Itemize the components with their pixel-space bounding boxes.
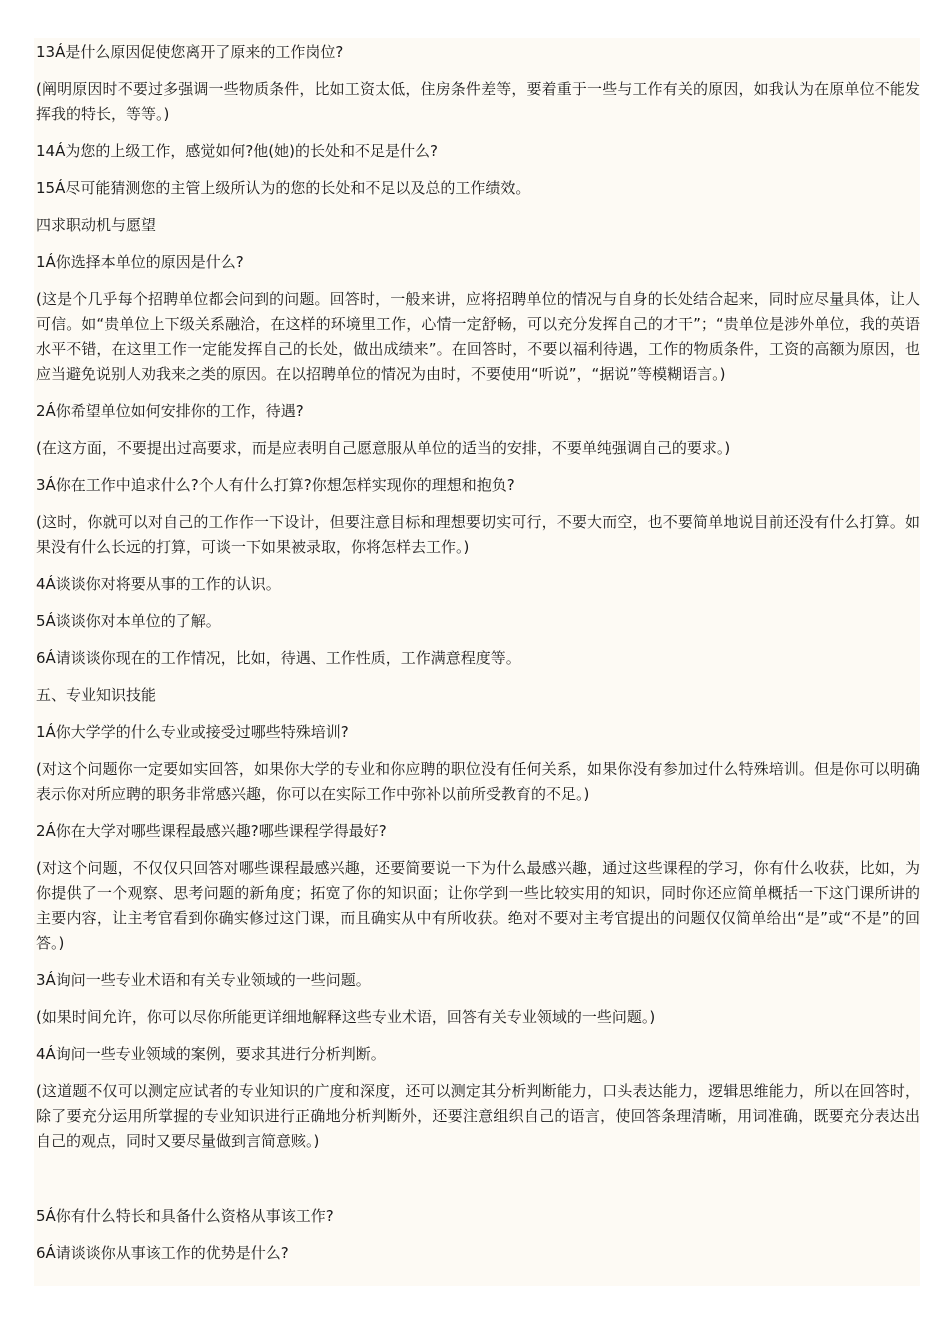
answer-paragraph: (对这个问题你一定要如实回答，如果你大学的专业和你应聘的职位没有任何关系，如果你没有参加过什么特殊培训。但是你可以明确表示你对所应聘的职务非常感兴趣，你可以在实际工作中弥补以前所受教育的不足。)	[36, 760, 920, 803]
question-paragraph: 15Á尽可能猜测您的主管上级所认为的您的长处和不足以及总的工作绩效。	[36, 179, 531, 197]
question-paragraph: 2Á你希望单位如何安排你的工作，待遇?	[36, 402, 304, 420]
section-heading: 四求职动机与愿望	[36, 216, 157, 234]
question-paragraph: 1Á你选择本单位的原因是什么?	[36, 253, 244, 271]
question-paragraph: 13Á是什么原因促使您离开了原来的工作岗位?	[36, 43, 344, 61]
answer-paragraph: (这道题不仅可以测定应试者的专业知识的广度和深度，还可以测定其分析判断能力，口头表达能力，逻辑思维能力，所以在回答时，除了要充分运用所掌握的专业知识进行正确地分析判断外，还要注意组织自己的语言，使回答条理清晰，用词准确，既要充分表达出自己的观点，同时又要尽量做到言简意赅。)	[36, 1082, 920, 1150]
question-paragraph: 3Á你在工作中追求什么?个人有什么打算?你想怎样实现你的理想和抱负?	[36, 476, 515, 494]
question-paragraph: 6Á请谈谈你现在的工作情况，比如，待遇、工作性质，工作满意程度等。	[36, 649, 521, 667]
answer-paragraph: (阐明原因时不要过多强调一些物质条件，比如工资太低，住房条件差等，要着重于一些与工作有关的原因，如我认为在原单位不能发挥我的特长，等等。)	[36, 80, 920, 123]
question-paragraph: 3Á询问一些专业术语和有关专业领域的一些问题。	[36, 971, 371, 989]
section-heading: 五、专业知识技能	[36, 686, 157, 704]
answer-paragraph: (这是个几乎每个招聘单位都会问到的问题。回答时，一般来讲，应将招聘单位的情况与自身的长处结合起来，同时应尽量具体，让人可信。如“贵单位上下级关系融洽，在这样的环境里工作，心情一定舒畅，可以充分发挥自己的才干”；“贵单位是涉外单位，我的英语水平不错，在这里工作一定能发挥自己的长处，做出成绩来”。在回答时，不要以福利待遇，工作的物质条件，工资的高额为原因，也应当避免说别人劝我来之类的原因。在以招聘单位的情况为由时，不要使用“听说”，“据说”等模糊语言。)	[36, 290, 920, 383]
answer-paragraph: (如果时间允许，你可以尽你所能更详细地解释这些专业术语，回答有关专业领域的一些问题。)	[36, 1008, 656, 1026]
document-body	[36, 40, 920, 1278]
question-paragraph: 14Á为您的上级工作，感觉如何?他(她)的长处和不足是什么?	[36, 142, 438, 160]
blank-spacer	[36, 1166, 920, 1204]
question-paragraph: 4Á询问一些专业领域的案例，要求其进行分析判断。	[36, 1045, 386, 1063]
question-paragraph: 2Á你在大学对哪些课程最感兴趣?哪些课程学得最好?	[36, 822, 387, 840]
answer-paragraph: (对这个问题，不仅仅只回答对哪些课程最感兴趣，还要简要说一下为什么最感兴趣，通过这些课程的学习，你有什么收获，比如，为你提供了一个观察、思考问题的新角度；拓宽了你的知识面；让你学到一些比较实用的知识，同时你还应简单概括一下这门课所讲的主要内容，让主考官看到你确实修过这门课，而且确实从中有所收获。绝对不要对主考官提出的问题仅仅简单给出“是”或“不是”的回答。)	[36, 859, 920, 952]
answer-paragraph: (在这方面，不要提出过高要求，而是应表明自己愿意服从单位的适当的安排，不要单纯强调自己的要求。)	[36, 439, 731, 457]
answer-paragraph: (这时，你就可以对自己的工作作一下设计，但要注意目标和理想要切实可行，不要大而空，也不要简单地说目前还没有什么打算。如果没有什么长远的打算，可谈一下如果被录取，你将怎样去工作。)	[36, 513, 920, 556]
question-paragraph: 5Á谈谈你对本单位的了解。	[36, 612, 221, 630]
question-paragraph: 5Á你有什么特长和具备什么资格从事该工作?	[36, 1207, 334, 1225]
question-paragraph: 6Á请谈谈你从事该工作的优势是什么?	[36, 1244, 289, 1262]
question-paragraph: 1Á你大学学的什么专业或接受过哪些特殊培训?	[36, 723, 349, 741]
question-paragraph: 4Á谈谈你对将要从事的工作的认识。	[36, 575, 281, 593]
